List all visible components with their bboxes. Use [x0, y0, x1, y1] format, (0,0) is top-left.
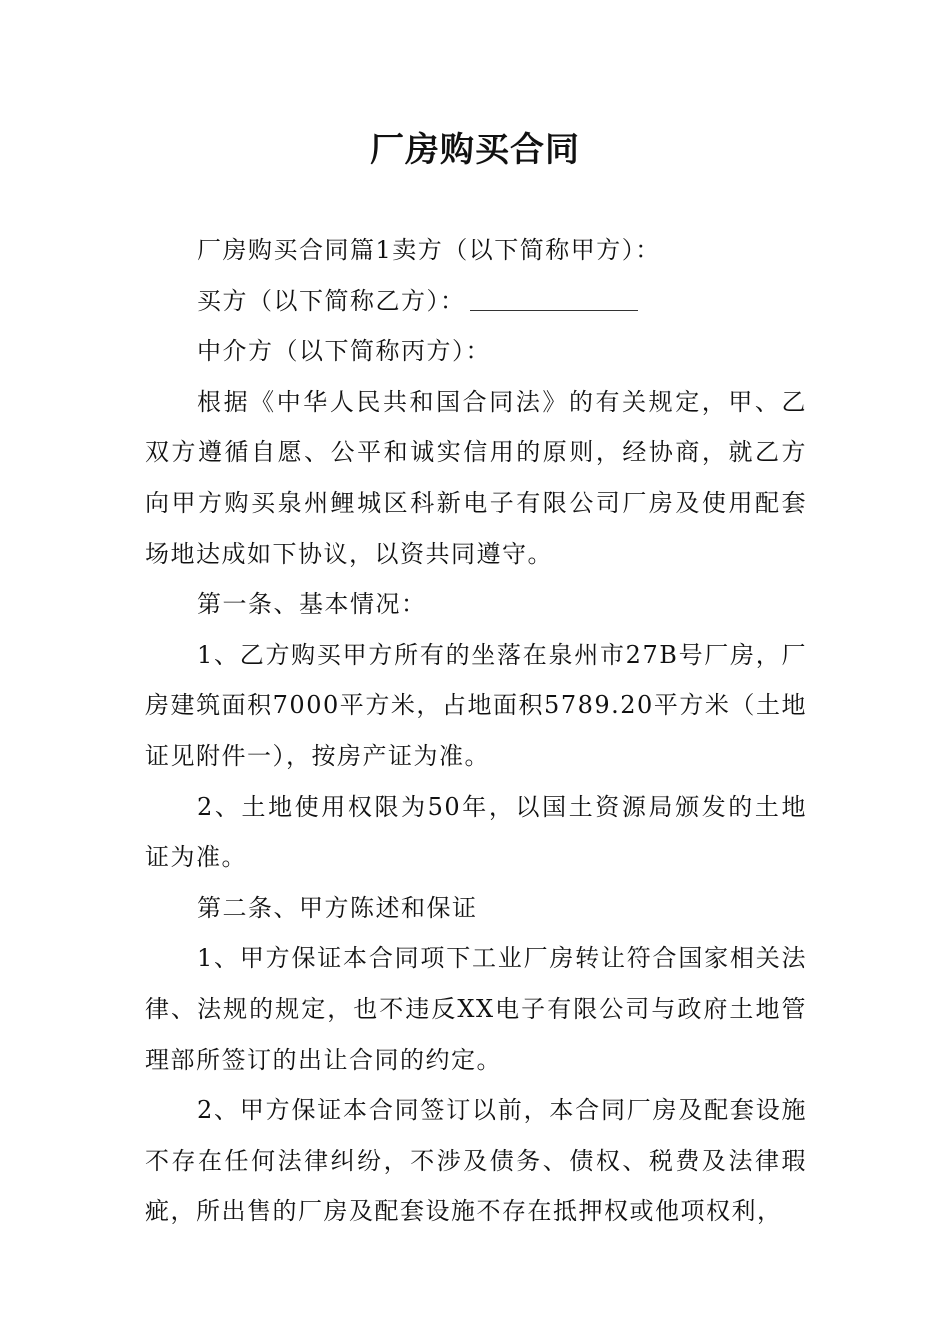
buyer-label: 买方（以下简称乙方）：	[197, 286, 466, 315]
buyer-name-blank	[470, 280, 638, 311]
article-2-item-1: 1、甲方保证本合同项下工业厂房转让符合国家相关法律、法规的规定，也不违反XX电子有限公司与政府土地管理部所签订的出让合同的约定。	[145, 944, 807, 1074]
agent-line: 中介方（以下简称丙方）：	[197, 337, 491, 366]
preamble-paragraph: 根据《中华人民共和国合同法》的有关规定，甲、乙双方遵循自愿、公平和诚实信用的原则，经协商，就乙方向甲方购买泉州鲤城区科新电子有限公司厂房及使用配套场地达成如下协议，以资共同遵守。	[145, 387, 807, 568]
article-2-item-2: 2、甲方保证本合同签订以前，本合同厂房及配套设施不存在任何法律纠纷，不涉及债务、债权、税费及法律瑕疵，所出售的厂房及配套设施不存在抵押权或他项权利，	[145, 1096, 807, 1226]
document-title: 厂房购买合同	[370, 130, 580, 170]
article-1-heading: 第一条、基本情况：	[197, 590, 427, 619]
article-2-heading: 第二条、甲方陈述和保证	[197, 893, 478, 922]
article-1-item-1: 1、乙方购买甲方所有的坐落在泉州市27B号厂房，厂房建筑面积7000平方米，占地面积5789.20平方米（土地证见附件一），按房产证为准。	[145, 640, 807, 770]
seller-line: 厂房购买合同篇1卖方（以下简称甲方）：	[197, 236, 661, 264]
article-1-item-2: 2、土地使用权限为50年，以国土资源局颁发的土地证为准。	[145, 792, 807, 872]
buyer-line	[145, 276, 807, 327]
contract-body	[145, 225, 807, 1237]
